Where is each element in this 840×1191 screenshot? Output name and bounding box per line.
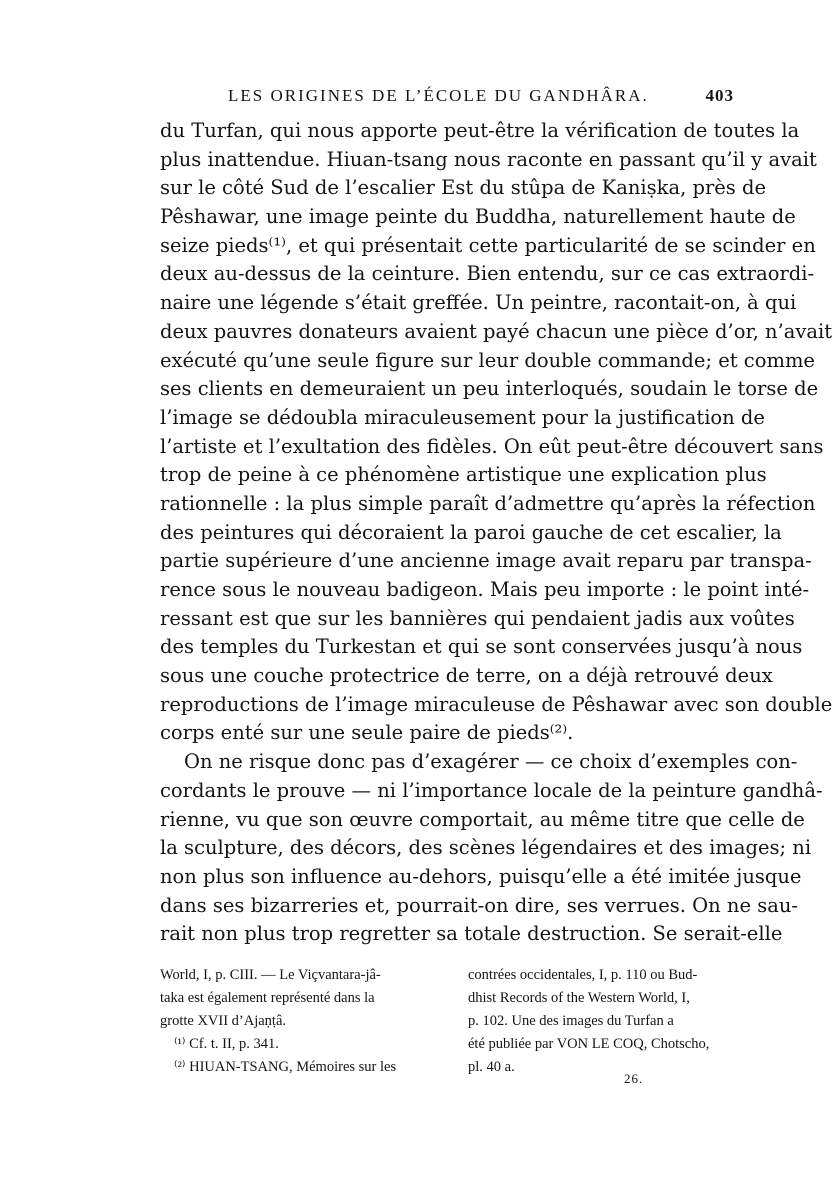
footnote-line: taka est également représenté dans la [160, 990, 375, 1006]
body-line: partie supérieure d’une ancienne image avait reparu par transpa- [160, 549, 812, 573]
body-line: reproductions de l’image miraculeuse de Pêshawar avec son double [160, 692, 833, 716]
body-line: cordants le prouve — ni l’importance locale de la peinture gandhâ- [160, 778, 823, 802]
footnote-line: ⁽²⁾ HIUAN-TSANG, Mémoires sur les [174, 1059, 397, 1075]
footnote-line: pl. 40 a. [468, 1059, 515, 1075]
running-title: LES ORIGINES DE L’ÉCOLE DU GANDHÂRA. [228, 86, 649, 105]
body-text [160, 117, 833, 949]
body-line: plus inattendue. Hiuan-tsang nous raconte en passant qu’il y avait [160, 147, 817, 171]
footnotes-left-column [160, 964, 426, 1079]
body-line: rienne, vu que son œuvre comportait, au même titre que celle de [160, 807, 805, 831]
body-line: deux pauvres donateurs avaient payé chacun une pièce d’or, n’avait [160, 319, 833, 343]
body-line: des peintures qui décoraient la paroi gauche de cet escalier, la [160, 520, 782, 544]
footnote-line: contrées occidentales, I, p. 110 ou Bud- [468, 967, 698, 983]
body-line: la sculpture, des décors, des scènes légendaires et des images; ni [160, 836, 812, 860]
body-line: l’artiste et l’exultation des fidèles. On eût peut-être découvert sans [160, 434, 824, 458]
body-line: ressant est que sur les bannières qui pendaient jadis aux voûtes [160, 606, 795, 630]
footnote-line: ⁽¹⁾ Cf. t. II, p. 341. [174, 1036, 279, 1052]
body-line: l’image se dédoubla miraculeusement pour la justification de [160, 405, 765, 429]
body-line: sous une couche protectrice de terre, on a déjà retrouvé deux [160, 664, 773, 688]
page-number: 403 [705, 86, 734, 105]
body-line: non plus son influence au-dehors, puisqu’elle a été imitée jusque [160, 864, 802, 888]
body-line: Pêshawar, une image peinte du Buddha, naturellement haute de [160, 205, 796, 229]
body-line: sur le côté Sud de l’escalier Est du stûpa de Kaniṣka, près de [160, 176, 767, 200]
footnote-line: dhist Records of the Western World, I, [468, 990, 690, 1006]
body-line: trop de peine à ce phénomène artistique une explication plus [160, 463, 767, 487]
footnote-line: p. 102. Une des images du Turfan a [468, 1013, 674, 1029]
body-line: du Turfan, qui nous apporte peut-être la vérification de toutes la [160, 119, 800, 142]
body-line: ses clients en demeuraient un peu interloqués, soudain le torse de [160, 377, 819, 401]
footnote-line: été publiée par VON LE COQ, Chotscho, [468, 1036, 710, 1052]
body-line: rait non plus trop regretter sa totale destruction. Se serait-elle [160, 922, 783, 946]
signature-mark: 26. [624, 1071, 644, 1086]
body-line: naire une légende s’était greffée. Un peintre, racontait-on, à qui [160, 291, 797, 315]
footnote-line: World, I, p. CIII. — Le Viçvantara-jâ- [160, 967, 381, 983]
body-line: rationnelle : la plus simple paraît d’admettre qu’après la réfection [160, 491, 816, 515]
page-header [160, 86, 734, 110]
body-line: des temples du Turkestan et qui se sont conservées jusqu’à nous [160, 635, 803, 659]
body-line: rence sous le nouveau badigeon. Mais peu importe : le point inté- [160, 578, 810, 601]
body-line: exécuté qu’une seule figure sur leur double commande; et comme [160, 348, 815, 372]
body-line: dans ses bizarreries et, pourrait-on dire, ses verrues. On ne sau- [160, 893, 798, 917]
footnotes-right-column [468, 964, 734, 1079]
body-line: seize pieds⁽¹⁾, et qui présentait cette particularité de se scinder en [160, 233, 816, 257]
body-line: On ne risque donc pas d’exagérer — ce choix d’exemples con- [184, 750, 798, 774]
body-line: corps enté sur une seule paire de pieds⁽²⁾. [160, 721, 574, 745]
footnote-line: grotte XVII d’Ajaṇṭâ. [160, 1013, 287, 1029]
body-line: deux au-dessus de la ceinture. Bien entendu, sur ce cas extraordi- [160, 262, 815, 286]
